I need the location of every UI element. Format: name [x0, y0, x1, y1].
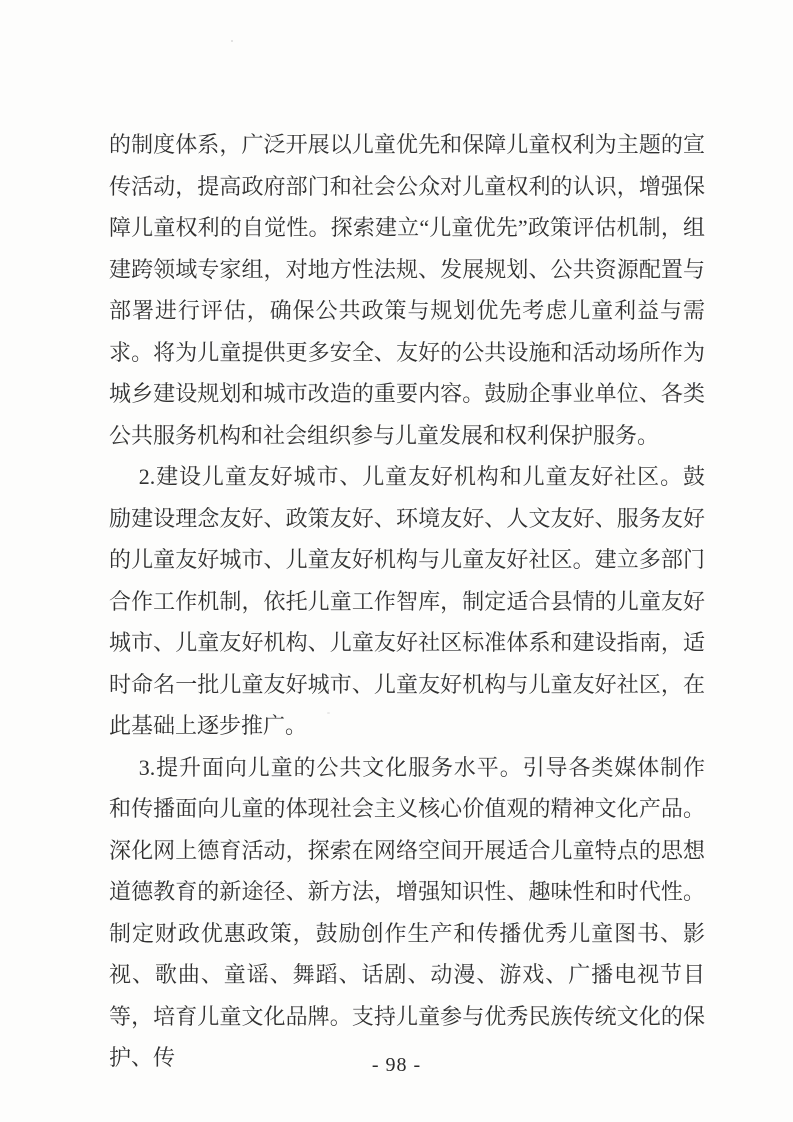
paragraph-item-2: 2.建设儿童友好城市、儿童友好机构和儿童友好社区。鼓励建设理念友好、政策友好、环境友好、人文友好、服务友好的儿童友好城市、儿童友好机构与儿童友好社区。建立多部门合作工作机制，依托儿童工作智库，制定适合县情的儿童友好城市、儿童友好机构、儿童友好社区标准体系和建设指南，适时命名一批儿童友好城市、儿童友好机构与儿童友好社区，在此基础上逐步推广。: [109, 464, 705, 738]
page-number: - 98 -: [371, 1054, 422, 1076]
scan-speck: [231, 40, 233, 42]
paragraph-continuation: 的制度体系，广泛开展以儿童优先和保障儿童权利为主题的宣传活动，提高政府部门和社会公众对儿童权利的认识，增强保障儿童权利的自觉性。探索建立“儿童优先”政策评估机制，组建跨领域专家组，对地方性法规、发展规划、公共资源配置与部署进行评估，确保公共政策与规划优先考虑儿童利益与需求。将为儿童提供更多安全、友好的公共设施和活动场所作为城乡建设规划和城市改造的重要内容。鼓励企事业单位、各类公共服务机构和社会组织参与儿童发展和权利保护服务。: [109, 132, 705, 448]
paragraph-item-3: 3.提升面向儿童的公共文化服务水平。引导各类媒体制作和传播面向儿童的体现社会主义核心价值观的精神文化产品。深化网上德育活动，探索在网络空间开展适合儿童特点的思想道德教育的新途径、新方法，增强知识性、趣味性和时代性。制定财政优惠政策，鼓励创作生产和传播优秀儿童图书、影视、歌曲、童谣、舞蹈、话剧、动漫、游戏、广播电视节目等，培育儿童文化品牌。支持儿童参与优秀民族传统文化的保护、传: [109, 754, 705, 1070]
body-text: [109, 124, 705, 1079]
